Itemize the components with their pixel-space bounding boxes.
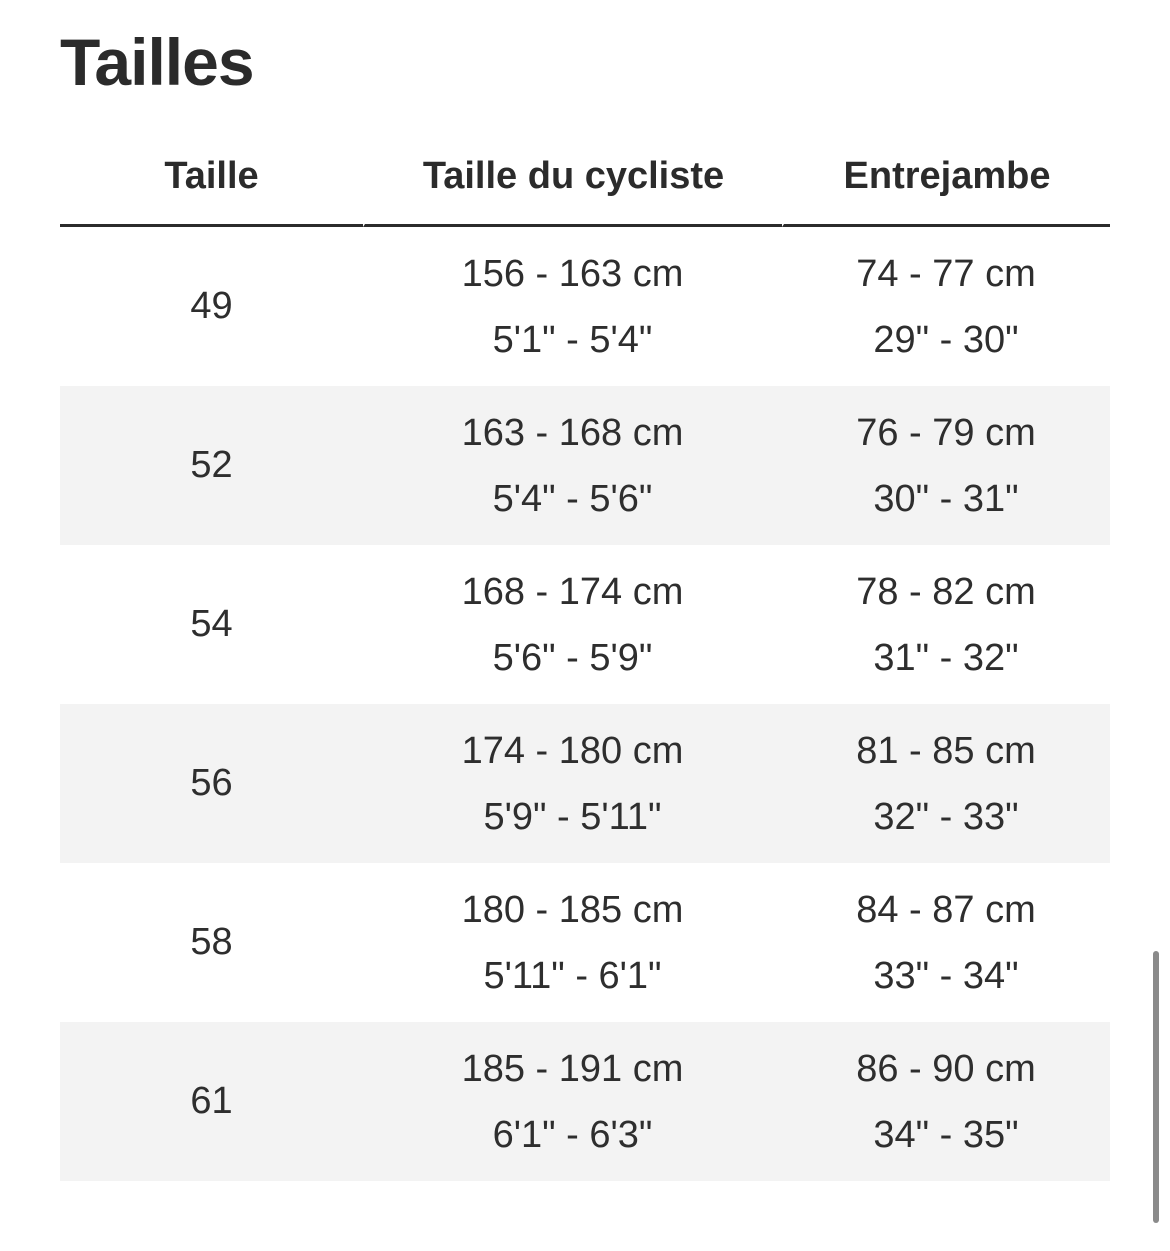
rider-height-cell — [363, 545, 782, 704]
column-header-size: Taille — [60, 128, 363, 227]
rider-height-cm: 185 - 191 cm — [461, 1047, 684, 1090]
inseam-in: 32" - 33" — [873, 795, 1019, 838]
rider-height-in: 5'6" - 5'9" — [492, 636, 653, 679]
rider-height-cell — [363, 386, 782, 545]
inseam-cm: 74 - 77 cm — [856, 252, 1036, 295]
table-row — [60, 863, 1110, 1022]
inseam-cm: 81 - 85 cm — [856, 729, 1036, 772]
rider-height-cell — [363, 227, 782, 386]
inseam-cell — [782, 386, 1110, 545]
rider-height-cell — [363, 863, 782, 1022]
rider-height-cell — [363, 1022, 782, 1181]
vertical-scrollbar[interactable] — [1153, 951, 1159, 1223]
rider-height-cm: 174 - 180 cm — [461, 729, 684, 772]
inseam-cell — [782, 545, 1110, 704]
rider-height-cell — [363, 704, 782, 863]
rider-height-cm: 168 - 174 cm — [461, 570, 684, 613]
size-cell: 54 — [190, 603, 233, 645]
inseam-in: 33" - 34" — [873, 954, 1019, 997]
inseam-cm: 86 - 90 cm — [856, 1047, 1036, 1090]
size-cell: 61 — [60, 1022, 363, 1181]
size-cell: 49 — [190, 285, 233, 327]
inseam-cell — [782, 227, 1110, 386]
size-cell: 58 — [190, 921, 233, 963]
inseam-cell — [782, 1022, 1110, 1181]
inseam-cell — [782, 704, 1110, 863]
rider-height-in: 5'11" - 6'1" — [483, 954, 662, 997]
column-header-rider-height: Taille du cycliste — [363, 128, 782, 227]
rider-height-cm: 156 - 163 cm — [461, 252, 684, 295]
size-table — [60, 128, 1110, 1181]
inseam-cm: 78 - 82 cm — [856, 570, 1036, 613]
table-row — [60, 704, 1110, 863]
inseam-in: 34" - 35" — [873, 1113, 1019, 1156]
inseam-in: 30" - 31" — [873, 477, 1019, 520]
rider-height-in: 5'4" - 5'6" — [492, 477, 653, 520]
column-header-inseam: Entrejambe — [782, 128, 1110, 227]
page-title: Tailles — [60, 25, 254, 99]
size-cell: 56 — [60, 704, 363, 863]
inseam-in: 29" - 30" — [873, 318, 1019, 361]
table-header-row — [60, 128, 1110, 227]
inseam-cm: 76 - 79 cm — [856, 411, 1036, 454]
inseam-cell — [782, 863, 1110, 1022]
rider-height-in: 5'1" - 5'4" — [492, 318, 653, 361]
rider-height-cm: 180 - 185 cm — [461, 888, 684, 931]
table-row — [60, 1022, 1110, 1181]
rider-height-in: 6'1" - 6'3" — [492, 1113, 653, 1156]
table-row — [60, 545, 1110, 704]
size-cell: 52 — [60, 386, 363, 545]
rider-height-cm: 163 - 168 cm — [461, 411, 684, 454]
inseam-in: 31" - 32" — [873, 636, 1019, 679]
rider-height-in: 5'9" - 5'11" — [483, 795, 662, 838]
table-row — [60, 227, 1110, 386]
inseam-cm: 84 - 87 cm — [856, 888, 1036, 931]
table-row — [60, 386, 1110, 545]
